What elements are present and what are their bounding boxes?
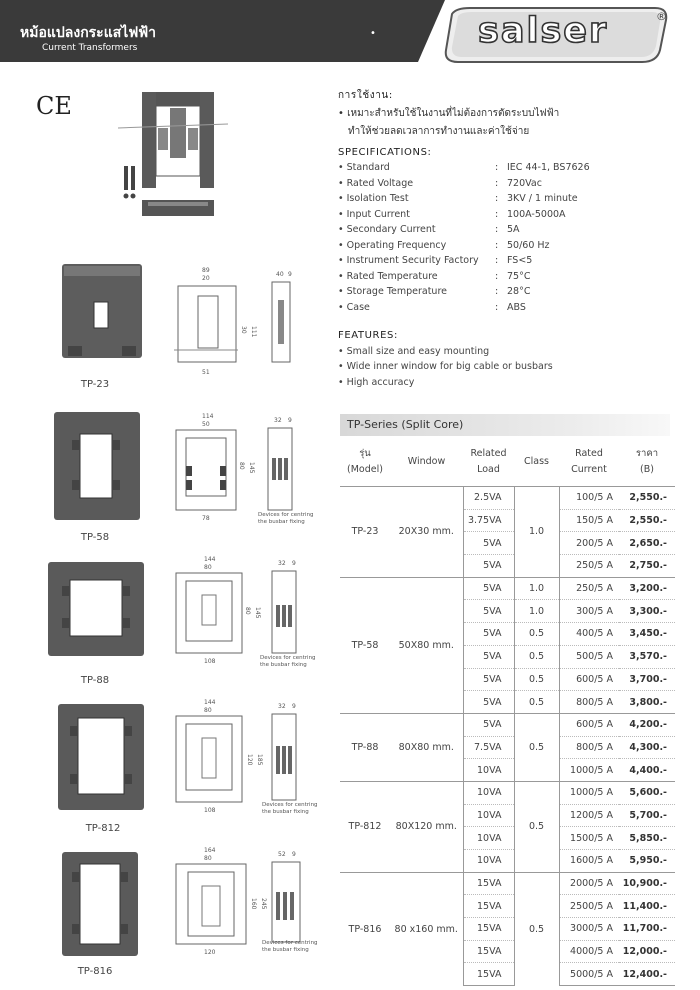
tp816-photo	[60, 850, 140, 960]
table-row: 15VA 4000/5 A 12,000.-	[340, 940, 675, 963]
tp816-drawing	[172, 846, 322, 958]
tp58-dim-base: 78	[202, 515, 210, 522]
tp88-dim-side-gap: 9	[292, 560, 296, 567]
tp812-dim-height: 185	[256, 754, 263, 766]
tp58-drawing	[172, 412, 322, 532]
tp816-dim-side-gap: 9	[292, 851, 296, 858]
header-dot: •	[370, 28, 376, 39]
spec-row: • Storage Temperature : 28°C	[338, 286, 531, 297]
tp88-dim-window-height: 80	[244, 607, 251, 615]
table-row: 15VA 5000/5 A 12,400.-	[340, 963, 675, 986]
table-group-tp816	[340, 872, 675, 985]
tp23-dim-width: 89	[202, 267, 210, 274]
registered-mark: ®	[656, 10, 667, 23]
tp812-note-line2: the busbar fixing	[262, 809, 309, 815]
header-model: รุ่น (Model)	[347, 448, 383, 475]
table-header-row	[340, 438, 675, 487]
tp23-dim-window-width: 20	[202, 275, 210, 282]
page-title-english: Current Transformers	[42, 43, 138, 53]
table-row: 10VA 1500/5 A 5,850.-	[340, 827, 675, 850]
tp812-dim-window-width: 80	[204, 707, 212, 714]
spec-row: • Instrument Security Factory : FS<5	[338, 255, 533, 266]
tp812-label: TP-812	[85, 823, 121, 834]
table-row: TP-23 20X30 mm. 2.5VA 1.0 100/5 A 2,550.-	[340, 487, 675, 510]
product-assembly-image	[118, 88, 228, 228]
spec-row: • Isolation Test : 3KV / 1 minute	[338, 193, 578, 204]
spec-row: • Rated Voltage : 720Vac	[338, 177, 542, 189]
tp58-dim-side: 32	[274, 417, 282, 424]
header-window: Window	[407, 456, 446, 467]
table-row: TP-88 80X80 mm. 5VA 0.5 600/5 A 4,200.-	[340, 713, 675, 736]
usage-heading: การใช้งาน:	[338, 90, 393, 101]
usage-line-1: • เหมาะสำหรับใช้ในงานที่ไม่ต้องการตัดระบบไฟฟ้า	[338, 108, 560, 119]
tp58-dim-window-height: 80	[238, 462, 245, 470]
table-row: 5VA 0.5 600/5 A 3,700.-	[340, 668, 675, 691]
spec-row: • Input Current : 100A-5000A	[338, 208, 566, 220]
table-row: 5VA 1.0 300/5 A 3,300.-	[340, 600, 675, 623]
tp816-dim-width: 164	[204, 847, 216, 854]
spec-row: • Case : ABS	[338, 301, 526, 313]
tp58-photo	[50, 410, 145, 525]
specs-heading: SPECIFICATIONS:	[338, 147, 432, 158]
table-row: 10VA 1200/5 A 5,700.-	[340, 804, 675, 827]
tp816-note-line1: Devices for centring	[262, 940, 318, 946]
tp23-label: TP-23	[80, 379, 110, 390]
table-row: 5VA 0.5 800/5 A 3,800.-	[340, 691, 675, 714]
tp816-dim-base: 120	[204, 949, 216, 956]
table-group-tp812	[340, 781, 675, 872]
table-row: 5VA 0.5 400/5 A 3,450.-	[340, 623, 675, 646]
table-row: TP-816 80 x160 mm. 15VA 0.5 2000/5 A 10,900.-	[340, 872, 675, 895]
brand-logo: salser	[478, 11, 609, 51]
tp812-note-line1: Devices for centring	[262, 802, 318, 808]
tp88-label: TP-88	[80, 675, 110, 686]
table-title: TP-Series (Split Core)	[347, 418, 464, 431]
page-title-thai: หม้อแปลงกระแสไฟฟ้า	[20, 25, 157, 41]
table-row: 10VA 1600/5 A 5,950.-	[340, 850, 675, 873]
tp23-dim-side: 40	[276, 271, 284, 278]
tp58-dim-window-width: 50	[202, 421, 210, 428]
tp23-dim-side-gap: 9	[288, 271, 292, 278]
ce-mark: CE	[36, 92, 72, 120]
tp88-note-line2: the busbar fixing	[260, 662, 307, 668]
tp88-dim-window-width: 80	[204, 564, 212, 571]
tp58-note-line1: Devices for centring	[258, 512, 314, 518]
tp23-photo	[60, 262, 145, 362]
tp816-label: TP-816	[77, 966, 113, 977]
table-row: 10VA 1000/5 A 4,400.-	[340, 759, 675, 782]
tp58-dim-side-gap: 9	[288, 417, 292, 424]
price-table	[340, 438, 675, 986]
tp88-dim-height: 145	[254, 607, 261, 619]
tp816-dim-window-width: 80	[204, 855, 212, 862]
tp88-note-line1: Devices for centring	[260, 655, 316, 661]
spec-row: • Rated Temperature : 75°C	[338, 270, 531, 282]
table-row: 15VA 2500/5 A 11,400.-	[340, 895, 675, 918]
tp23-dim-height: 111	[250, 326, 257, 338]
header-price: ราคา (B)	[635, 448, 659, 475]
tp88-drawing	[172, 555, 322, 670]
tp23-dim-base: 51	[202, 369, 210, 376]
table-row: TP-58 50X80 mm. 5VA 1.0 250/5 A 3,200.-	[340, 577, 675, 600]
tp58-note-line2: the busbar fixing	[258, 519, 305, 525]
tp812-dim-width: 144	[204, 699, 216, 706]
tp812-dim-side-gap: 9	[292, 703, 296, 710]
table-group-tp58	[340, 577, 675, 713]
tp88-dim-base: 108	[204, 658, 216, 665]
tp816-dim-height: 245	[260, 898, 267, 910]
table-row: 3.75VA 150/5 A 2,550.-	[340, 509, 675, 532]
spec-row: • Operating Frequency : 50/60 Hz	[338, 239, 550, 251]
feature-item: • Wide inner window for big cable or busbars	[338, 361, 553, 372]
table-row: 5VA 250/5 A 2,750.-	[340, 555, 675, 578]
tp812-dim-side: 32	[278, 703, 286, 710]
tp816-dim-side: 52	[278, 851, 286, 858]
table-row: TP-812 80X120 mm. 10VA 0.5 1000/5 A 5,600.-	[340, 781, 675, 804]
table-row: 5VA 200/5 A 2,650.-	[340, 532, 675, 555]
feature-item: • High accuracy	[338, 377, 415, 388]
table-group-tp23	[340, 487, 675, 578]
table-group-tp88	[340, 713, 675, 781]
header-class: Class	[524, 456, 549, 467]
header-load: Related Load	[470, 448, 507, 475]
tp58-dim-width: 114	[202, 413, 214, 420]
tp88-dim-width: 144	[204, 556, 216, 563]
features-heading: FEATURES:	[338, 330, 398, 341]
usage-line-2: ทำให้ช่วยลดเวลาการทำงานและค่าใช้จ่าย	[348, 126, 530, 137]
tp23-dim-window-height: 30	[240, 326, 247, 334]
tp816-dim-window-height: 160	[250, 898, 257, 910]
table-row: 7.5VA 800/5 A 4,300.-	[340, 736, 675, 759]
tp23-drawing	[172, 266, 307, 381]
tp812-photo	[56, 702, 148, 814]
tp58-dim-height: 145	[248, 462, 255, 474]
tp812-dim-base: 108	[204, 807, 216, 814]
table-row: 5VA 0.5 500/5 A 3,570.-	[340, 645, 675, 668]
tp58-label: TP-58	[80, 532, 110, 543]
tp812-dim-window-height: 120	[246, 754, 253, 766]
tp88-dim-side: 32	[278, 560, 286, 567]
header-current: Rated Current	[571, 448, 607, 475]
table-row: 15VA 3000/5 A 11,700.-	[340, 918, 675, 941]
spec-row: • Standard : IEC 44-1, BS7626	[338, 162, 590, 173]
tp816-note-line2: the busbar fixing	[262, 947, 309, 953]
tp88-photo	[46, 560, 148, 660]
tp812-drawing	[172, 698, 322, 818]
spec-row: • Secondary Current : 5A	[338, 224, 520, 235]
feature-item: • Small size and easy mounting	[338, 346, 490, 357]
